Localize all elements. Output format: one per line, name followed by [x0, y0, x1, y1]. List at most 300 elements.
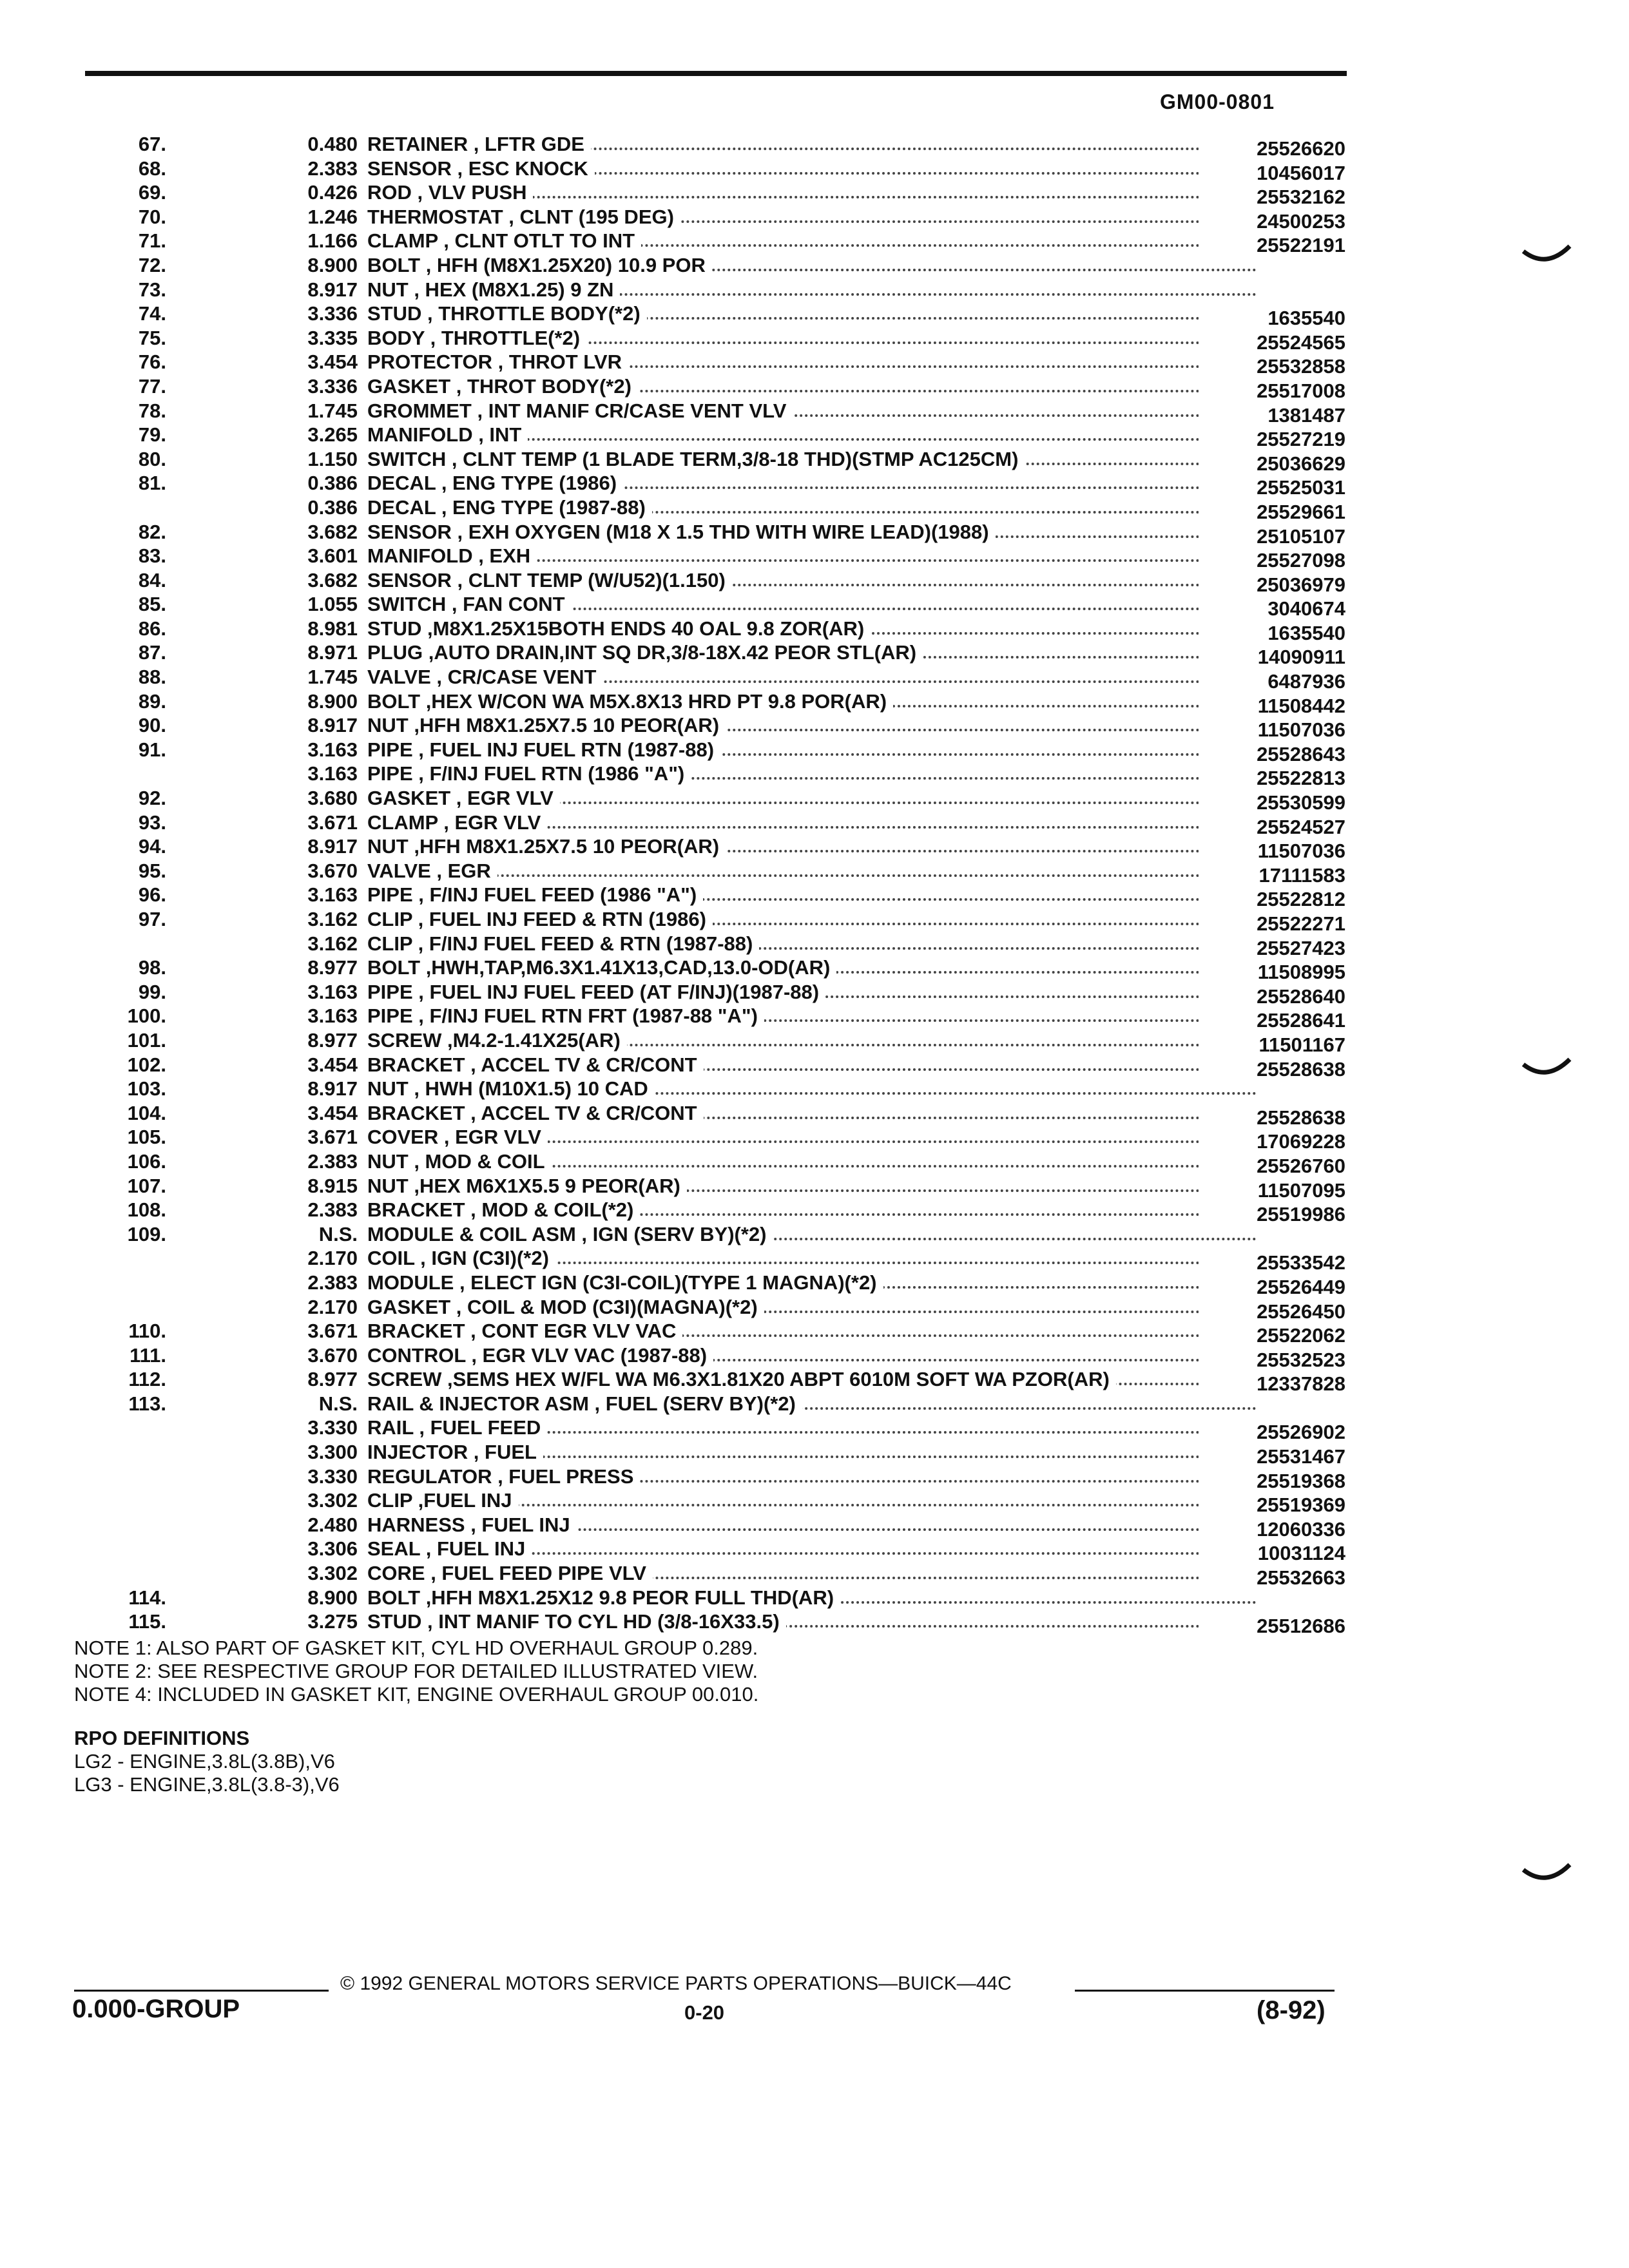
part-number: 25528638: [1199, 1057, 1345, 1082]
part-detail: , ACCEL TV & CR/CONT: [465, 1101, 697, 1124]
group-number: 3.302: [307, 1562, 358, 1585]
item-number: 105.: [127, 1126, 166, 1149]
part-number: 25526902: [1199, 1420, 1345, 1445]
group-number: 2.383: [307, 1149, 358, 1173]
group-number: 3.670: [307, 1343, 358, 1367]
part-row: [71, 229, 1353, 257]
part-number: 11508442: [1199, 694, 1345, 718]
group-number: 3.163: [307, 1004, 358, 1028]
part-number: 24500253: [1199, 209, 1345, 234]
group-number: 3.335: [307, 326, 358, 349]
part-row: [71, 1513, 1353, 1541]
part-name: NUT: [367, 714, 409, 737]
part-row: [71, 132, 1353, 160]
part-description: [367, 1537, 1263, 1561]
item-number: 104.: [127, 1101, 166, 1124]
footer-rule-right: [1075, 1990, 1335, 1992]
part-detail: , IGN (SERV BY)(*2): [575, 1222, 767, 1245]
part-name: HARNESS: [367, 1513, 465, 1536]
part-description: [367, 640, 1263, 665]
part-detail: , FUEL INJ: [465, 1513, 570, 1536]
part-name: PIPE: [367, 980, 413, 1003]
part-description: [367, 1586, 1263, 1610]
part-name: BRACKET: [367, 1101, 465, 1124]
part-name: NUT: [367, 1174, 409, 1197]
part-description: [367, 1222, 1263, 1247]
part-row: [71, 1077, 1353, 1101]
item-number: 96.: [138, 883, 166, 907]
part-row: [71, 1053, 1353, 1081]
item-number: 72.: [138, 253, 166, 276]
rpo-title: RPO DEFINITIONS: [74, 1727, 250, 1749]
binder-hole-mark: [1521, 244, 1572, 269]
group-number: 3.682: [307, 568, 358, 591]
part-name: GASKET: [367, 787, 451, 810]
group-number: 2.480: [307, 1513, 358, 1536]
group-number: 3.670: [307, 859, 358, 882]
binder-hole-mark: [1521, 1862, 1572, 1888]
part-row: [71, 1101, 1353, 1129]
part-description: [367, 278, 1263, 302]
item-number: 76.: [138, 351, 166, 374]
part-name: PIPE: [367, 1004, 413, 1028]
part-row: [71, 1149, 1353, 1177]
part-name: STUD: [367, 1610, 422, 1633]
group-number: 3.306: [307, 1537, 358, 1561]
group-number: 8.977: [307, 1028, 358, 1052]
part-number: 10456017: [1199, 161, 1345, 186]
part-row: [71, 1586, 1353, 1610]
part-name: NUT: [367, 1149, 409, 1173]
part-number: 25531467: [1199, 1445, 1345, 1469]
part-detail: , CLNT TEMP (W/U52)(1.150): [451, 568, 726, 591]
part-detail: , CLNT OTLT TO INT: [438, 229, 635, 253]
group-number: 0.386: [307, 472, 358, 495]
group-number: 3.336: [307, 302, 358, 325]
part-name: ROD: [367, 181, 412, 204]
item-number: 67.: [138, 133, 166, 155]
part-name: DECAL: [367, 495, 436, 519]
part-description: [367, 374, 1263, 399]
group-number: 8.900: [307, 689, 358, 713]
group-number: 1.150: [307, 447, 358, 470]
part-row: [71, 544, 1353, 572]
part-description: [367, 1488, 1263, 1513]
part-description: [367, 1077, 1263, 1101]
part-row: [71, 1319, 1353, 1347]
part-description: [367, 1465, 1263, 1489]
part-number: 25519368: [1199, 1469, 1345, 1494]
part-description: [367, 205, 1263, 229]
part-row: [71, 1465, 1353, 1492]
part-detail: , THROTTLE BODY(*2): [421, 302, 641, 325]
item-number: 95.: [138, 859, 166, 882]
part-description: [367, 157, 1263, 181]
item-number: 78.: [138, 399, 166, 422]
part-description: [367, 1392, 1263, 1416]
part-number: 25036979: [1199, 573, 1345, 597]
part-name: PIPE: [367, 762, 413, 785]
part-number: 25526449: [1199, 1275, 1345, 1300]
part-name: NUT: [367, 1077, 409, 1100]
part-name: MANIFOLD: [367, 544, 473, 568]
part-name: RAIL & INJECTOR ASM: [367, 1392, 589, 1415]
part-row: [71, 956, 1353, 984]
part-description: [367, 1561, 1263, 1586]
part-number: 25528638: [1199, 1106, 1345, 1130]
part-detail: , HFH (M8X1.25X20) 10.9 POR: [420, 253, 706, 276]
part-row: [71, 1610, 1353, 1638]
item-number: 77.: [138, 374, 166, 398]
group-number: 0.480: [307, 133, 358, 155]
part-name: SEAL: [367, 1537, 421, 1561]
item-number: 110.: [128, 1320, 166, 1343]
part-description: [367, 1198, 1263, 1222]
part-number: 25512686: [1199, 1614, 1345, 1639]
group-number: 3.302: [307, 1489, 358, 1512]
part-number: 11507095: [1199, 1178, 1345, 1203]
part-name: SCREW: [367, 1368, 442, 1391]
part-row: [71, 1198, 1353, 1226]
part-name: SENSOR: [367, 157, 452, 180]
part-name: BOLT: [367, 956, 421, 979]
part-row: [71, 157, 1353, 184]
group-number: 3.275: [307, 1610, 358, 1633]
part-row: [71, 520, 1353, 548]
part-row: [71, 205, 1353, 233]
item-number: 83.: [138, 544, 166, 568]
part-name: PLUG: [367, 641, 423, 664]
part-description: [367, 907, 1263, 932]
part-number: 25532858: [1199, 354, 1345, 379]
part-detail: , INT MANIF TO CYL HD (3/8-16X33.5): [421, 1610, 780, 1633]
part-description: [367, 520, 1263, 544]
group-number: 8.981: [307, 617, 358, 640]
group-number: 3.330: [307, 1465, 358, 1488]
part-detail: , FUEL INJ FUEL RTN (1987-88): [412, 738, 715, 761]
part-name: SENSOR: [367, 520, 452, 543]
part-description: [367, 302, 1263, 326]
part-number: 25522062: [1199, 1323, 1345, 1348]
part-name: GROMMET: [367, 399, 472, 422]
part-number: 25522813: [1199, 766, 1345, 791]
group-number: 3.671: [307, 1320, 358, 1343]
group-number: 8.971: [307, 641, 358, 664]
part-number: 12060336: [1199, 1517, 1345, 1542]
rpo-item: LG3 - ENGINE,3.8L(3.8-3),V6: [74, 1773, 340, 1796]
item-number: 75.: [138, 326, 166, 349]
part-number: 25530599: [1199, 791, 1345, 815]
item-number: 107.: [127, 1174, 166, 1197]
part-detail: , LFTR GDE: [468, 133, 584, 155]
part-name: RETAINER: [367, 133, 468, 155]
part-number: 3040674: [1199, 597, 1345, 621]
item-number: 114.: [128, 1586, 166, 1609]
group-number: 8.900: [307, 1586, 358, 1609]
part-row: [71, 592, 1353, 620]
part-number: 25528641: [1199, 1008, 1345, 1033]
part-detail: , FUEL INJ FEED & RTN (1986): [412, 908, 706, 930]
item-number: 82.: [138, 520, 166, 543]
part-detail: , INT MANIF CR/CASE VENT VLV: [471, 399, 787, 422]
part-name: PROTECTOR: [367, 351, 493, 374]
group-number: 1.055: [307, 593, 358, 616]
part-name: PIPE: [367, 738, 413, 761]
part-row: [71, 350, 1353, 378]
item-number: 106.: [127, 1149, 166, 1173]
item-number: 92.: [138, 787, 166, 810]
part-description: [367, 1149, 1263, 1174]
part-detail: , EXH OXYGEN (M18 X 1.5 THD WITH WIRE LEAD)(1988): [451, 520, 989, 543]
part-description: [367, 180, 1263, 205]
part-name: BRACKET: [367, 1320, 465, 1343]
part-detail: , MOD & COIL(*2): [465, 1198, 634, 1222]
group-number: 0.426: [307, 181, 358, 204]
part-description: [367, 665, 1263, 689]
part-description: [367, 350, 1263, 374]
part-number: 25522271: [1199, 912, 1345, 936]
part-description: [367, 932, 1263, 956]
group-number: 3.671: [307, 811, 358, 834]
part-number: 25036629: [1199, 452, 1345, 476]
part-detail: ,M4.2-1.41X25(AR): [441, 1028, 621, 1052]
part-row: [71, 762, 1353, 790]
group-number: 1.745: [307, 399, 358, 422]
item-number: 109.: [127, 1222, 166, 1245]
part-row: [71, 1246, 1353, 1274]
part-description: [367, 229, 1263, 253]
part-name: RAIL: [367, 1416, 414, 1439]
part-description: [367, 786, 1263, 811]
group-number: 3.163: [307, 883, 358, 907]
part-detail: , HEX (M8X1.25) 9 ZN: [408, 278, 614, 301]
part-detail: , FUEL FEED PIPE VLV: [425, 1562, 646, 1585]
part-number: 6487936: [1199, 669, 1345, 694]
part-name: VALVE: [367, 859, 431, 882]
part-number: 25105107: [1199, 524, 1345, 549]
part-detail: , FUEL (SERV BY)(*2): [588, 1392, 796, 1415]
date-code: (8-92): [1257, 1996, 1325, 2024]
group-number: 3.454: [307, 351, 358, 374]
part-number: 11507036: [1199, 839, 1345, 863]
part-description: [367, 447, 1263, 472]
part-number: 25522812: [1199, 887, 1345, 912]
part-description: [367, 738, 1263, 762]
item-number: 87.: [138, 641, 166, 664]
item-number: 102.: [127, 1053, 166, 1076]
part-row: [71, 811, 1353, 838]
item-number: 88.: [138, 666, 166, 689]
item-number: 89.: [138, 689, 166, 713]
item-number: 98.: [138, 956, 166, 979]
part-detail: , EGR VLV: [438, 811, 541, 834]
item-number: 70.: [138, 205, 166, 228]
part-detail: , THROT BODY(*2): [450, 374, 631, 398]
part-description: [367, 713, 1263, 738]
part-row: [71, 495, 1353, 523]
group-number: 3.163: [307, 980, 358, 1003]
part-description: [367, 617, 1263, 641]
rpo-item: LG2 - ENGINE,3.8L(3.8B),V6: [74, 1750, 335, 1773]
part-detail: ,HWH,TAP,M6.3X1.41X13,CAD,13.0-OD(AR): [420, 956, 831, 979]
part-detail: , EGR VLV VAC (1987-88): [465, 1343, 708, 1367]
part-row: [71, 253, 1353, 278]
part-row: [71, 1028, 1353, 1056]
part-description: [367, 1513, 1263, 1537]
part-description: [367, 471, 1263, 495]
group-number: 3.671: [307, 1126, 358, 1149]
part-name: STUD: [367, 617, 422, 640]
part-detail: , CLNT (195 DEG): [503, 205, 674, 228]
part-name: MODULE: [367, 1271, 454, 1294]
part-name: THERMOSTAT: [367, 205, 503, 228]
part-detail: , ENG TYPE (1987-88): [436, 495, 646, 519]
part-detail: , IGN (C3I)(*2): [414, 1247, 549, 1270]
copyright: © 1992 GENERAL MOTORS SERVICE PARTS OPERATIONS—BUICK—44C: [340, 1973, 1012, 1994]
part-detail: , FUEL: [468, 1441, 537, 1464]
part-description: [367, 326, 1263, 351]
group-number: N.S.: [318, 1392, 358, 1415]
part-name: NUT: [367, 835, 409, 858]
part-detail: , ESC KNOCK: [451, 157, 588, 180]
part-description: [367, 883, 1263, 907]
part-description: [367, 859, 1263, 883]
part-name: COVER: [367, 1126, 439, 1149]
part-row: [71, 1440, 1353, 1468]
part-number: 25522191: [1199, 233, 1345, 258]
part-detail: , COIL & MOD (C3I)(MAGNA)(*2): [450, 1295, 758, 1318]
group-number: 1.745: [307, 666, 358, 689]
group-number: 3.163: [307, 762, 358, 785]
part-row: [71, 834, 1353, 863]
part-description: [367, 132, 1263, 157]
group-number: 2.170: [307, 1295, 358, 1318]
part-name: CLAMP: [367, 811, 438, 834]
item-number: 74.: [138, 302, 166, 325]
item-number: 86.: [138, 617, 166, 640]
item-number: 69.: [138, 181, 166, 204]
part-detail: , EGR: [430, 859, 491, 882]
item-number: 71.: [138, 229, 166, 253]
part-name: CLAMP: [367, 229, 438, 253]
group-number: 3.162: [307, 932, 358, 955]
part-number: 12337828: [1199, 1372, 1345, 1396]
part-detail: , F/INJ FUEL FEED & RTN (1987-88): [412, 932, 753, 955]
part-description: [367, 1271, 1263, 1295]
part-description: [367, 1125, 1263, 1149]
part-number: 25526760: [1199, 1154, 1345, 1178]
part-description: [367, 1440, 1263, 1465]
part-detail: , ACCEL TV & CR/CONT: [465, 1053, 697, 1076]
group-number: 3.454: [307, 1053, 358, 1076]
part-detail: ,HFH M8X1.25X12 9.8 PEOR FULL THD(AR): [420, 1586, 834, 1609]
part-description: [367, 1028, 1263, 1053]
part-row: [71, 374, 1353, 402]
group-number: 8.977: [307, 1368, 358, 1391]
notes: [74, 1637, 758, 1706]
part-row: [71, 1174, 1353, 1202]
part-row: [71, 617, 1353, 644]
group-number: 3.300: [307, 1441, 358, 1464]
part-row: [71, 568, 1353, 596]
part-name: CLIP: [367, 908, 413, 930]
group-number: N.S.: [318, 1222, 358, 1245]
part-name: MODULE & COIL ASM: [367, 1222, 576, 1245]
group-number: 3.162: [307, 908, 358, 930]
group-number: 2.383: [307, 157, 358, 180]
part-row: [71, 180, 1353, 209]
group-number: 1.166: [307, 229, 358, 253]
group-number: 8.917: [307, 1077, 358, 1100]
top-rule: [85, 71, 1347, 76]
part-row: [71, 1125, 1353, 1153]
part-description: [367, 1246, 1263, 1271]
part-detail: ,AUTO DRAIN,INT SQ DR,3/8-18X.42 PEOR STL(AR): [423, 641, 917, 664]
part-description: [367, 956, 1263, 980]
item-number: 101.: [127, 1028, 166, 1052]
part-name: CORE: [367, 1562, 425, 1585]
part-name: STUD: [367, 302, 422, 325]
part-description: [367, 568, 1263, 593]
item-number: 93.: [138, 811, 166, 834]
part-row: [71, 665, 1353, 693]
part-detail: ,HEX M6X1X5.5 9 PEOR(AR): [408, 1174, 680, 1197]
part-name: SWITCH: [367, 593, 447, 616]
part-description: [367, 1610, 1263, 1634]
part-name: GASKET: [367, 1295, 451, 1318]
part-detail: , ENG TYPE (1986): [436, 472, 617, 495]
item-number: 112.: [128, 1368, 166, 1391]
page-number: 0-20: [684, 2001, 725, 2024]
part-row: [71, 859, 1353, 887]
part-number: 25527098: [1199, 548, 1345, 573]
part-number: 25519369: [1199, 1493, 1345, 1517]
item-number: 85.: [138, 593, 166, 616]
part-number: 25525031: [1199, 476, 1345, 500]
footer-rule-left: [74, 1990, 329, 1992]
part-detail: , EXH: [472, 544, 531, 568]
group-number: 2.383: [307, 1271, 358, 1294]
item-number: 111.: [130, 1343, 166, 1367]
part-number: 25532523: [1199, 1348, 1345, 1372]
part-row: [71, 1004, 1353, 1032]
part-detail: , ELECT IGN (C3I-COIL)(TYPE 1 MAGNA)(*2): [454, 1271, 877, 1294]
part-detail: , THROTTLE(*2): [425, 326, 581, 349]
part-name: PIPE: [367, 883, 413, 907]
item-number: 91.: [138, 738, 166, 761]
part-name: SWITCH: [367, 447, 447, 470]
part-description: [367, 495, 1263, 520]
part-number: 14090911: [1199, 645, 1345, 669]
part-detail: ,SEMS HEX W/FL WA M6.3X1.81X20 ABPT 6010M SOFT WA PZOR(AR): [441, 1368, 1110, 1391]
part-description: [367, 544, 1263, 568]
part-number: 25526620: [1199, 137, 1345, 161]
part-description: [367, 253, 1263, 278]
part-detail: , FUEL PRESS: [492, 1465, 634, 1488]
part-row: [71, 1271, 1353, 1298]
part-detail: , FUEL INJ FUEL FEED (AT F/INJ)(1987-88): [412, 980, 820, 1003]
item-number: 108.: [127, 1198, 166, 1222]
part-description: [367, 1174, 1263, 1198]
part-description: [367, 1053, 1263, 1077]
part-number: 25529661: [1199, 500, 1345, 524]
part-detail: ,HEX W/CON WA M5X.8X13 HRD PT 9.8 POR(AR): [420, 689, 887, 713]
part-name: COIL: [367, 1247, 415, 1270]
part-name: BRACKET: [367, 1198, 465, 1222]
part-name: BOLT: [367, 689, 421, 713]
part-detail: ,HFH M8X1.25X7.5 10 PEOR(AR): [408, 835, 720, 858]
group-label: 0.000-GROUP: [72, 1995, 240, 2023]
